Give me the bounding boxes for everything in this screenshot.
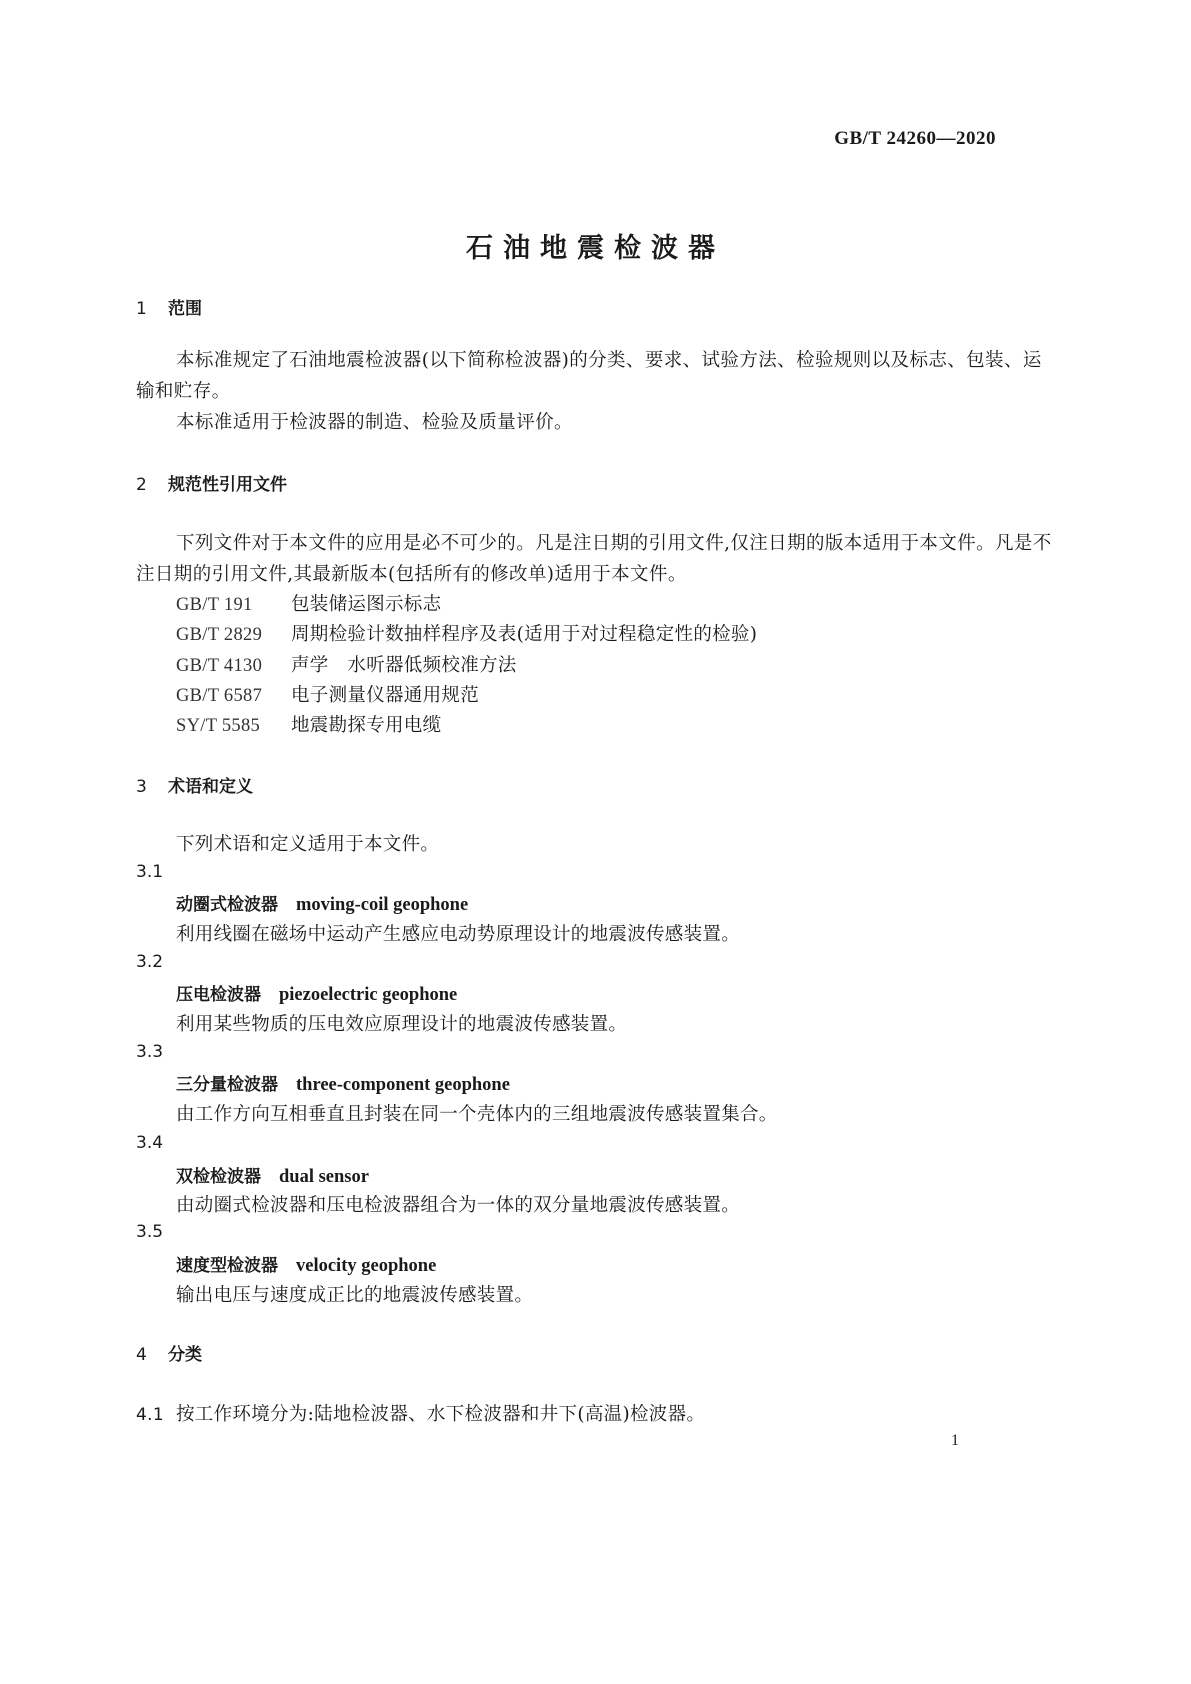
term-definition: 利用某些物质的压电效应原理设计的地震波传感装置。 <box>176 1014 628 1035</box>
term-definition: 输出电压与速度成正比的地震波传感装置。 <box>176 1285 534 1306</box>
section-1-heading <box>136 294 202 319</box>
term-definition: 由动圈式检波器和压电检波器组合为一体的双分量地震波传感装置。 <box>176 1195 741 1216</box>
clause-text: 按工作环境分为:陆地检波器、水下检波器和井下(高温)检波器。 <box>176 1404 706 1425</box>
reference-code: GB/T 191 <box>176 595 253 615</box>
reference-title: 地震勘探专用电缆 <box>291 715 442 736</box>
reference-title: 周期检验计数抽样程序及表(适用于对过程稳定性的检验) <box>291 624 758 645</box>
section-number: 1 <box>136 299 147 319</box>
reference-code: SY/T 5585 <box>176 716 261 736</box>
term-zh: 双检检波器 <box>176 1167 261 1187</box>
term-definition: 由工作方向互相垂直且封装在同一个壳体内的三组地震波传感装置集合。 <box>176 1104 778 1125</box>
term-number: 3.4 <box>136 1133 164 1153</box>
term-heading <box>176 890 468 916</box>
term-en: velocity geophone <box>296 1256 437 1276</box>
term-heading <box>176 1070 510 1096</box>
section-4-heading <box>136 1340 202 1365</box>
reference-item <box>176 620 757 646</box>
term-en: three-component geophone <box>296 1075 510 1095</box>
section-number: 4 <box>136 1345 147 1365</box>
reference-code: GB/T 4130 <box>176 656 263 676</box>
clause <box>136 1400 705 1426</box>
reference-title: 电子测量仪器通用规范 <box>291 685 480 706</box>
reference-title: 声学 水听器低频校准方法 <box>291 655 517 676</box>
page-number: 1 <box>951 1432 959 1449</box>
reference-item <box>176 651 517 677</box>
section-title: 分类 <box>168 1345 202 1365</box>
term-zh: 动圈式检波器 <box>176 895 278 915</box>
standard-code: GB/T 24260—2020 <box>834 128 996 149</box>
paragraph: 下列术语和定义适用于本文件。 <box>176 834 440 855</box>
clause-number: 4.1 <box>136 1405 164 1425</box>
section-number: 3 <box>136 777 147 797</box>
term-zh: 压电检波器 <box>176 985 261 1005</box>
paragraph: 本标准适用于检波器的制造、检验及质量评价。 <box>176 412 573 433</box>
term-heading <box>176 1251 436 1277</box>
reference-item <box>176 590 441 616</box>
section-title: 范围 <box>168 299 202 319</box>
section-3-heading <box>136 772 253 797</box>
section-number: 2 <box>136 475 147 495</box>
term-zh: 速度型检波器 <box>176 1256 278 1276</box>
term-number: 3.2 <box>136 952 164 972</box>
section-title: 规范性引用文件 <box>168 475 287 495</box>
reference-item <box>176 711 441 737</box>
reference-title: 包装储运图示标志 <box>291 594 442 615</box>
section-2-heading <box>136 470 287 495</box>
term-en: moving-coil geophone <box>296 895 469 915</box>
paragraph: 本标准规定了石油地震检波器(以下简称检波器)的分类、要求、试验方法、检验规则以及标志、包装、运输和贮存。 <box>136 350 1042 402</box>
reference-item <box>176 681 479 707</box>
paragraph: 下列文件对于本文件的应用是必不可少的。凡是注日期的引用文件,仅注日期的版本适用于本文件。凡是不注日期的引用文件,其最新版本(包括所有的修改单)适用于本文件。 <box>136 533 1052 585</box>
term-number: 3.3 <box>136 1042 164 1062</box>
term-number: 3.1 <box>136 862 164 882</box>
reference-code: GB/T 2829 <box>176 625 263 645</box>
reference-code: GB/T 6587 <box>176 686 263 706</box>
document-title: 石油地震检波器 <box>466 233 725 264</box>
term-zh: 三分量检波器 <box>176 1075 278 1095</box>
term-en: piezoelectric geophone <box>279 985 458 1005</box>
section-title: 术语和定义 <box>168 777 253 797</box>
term-heading <box>176 980 457 1006</box>
term-en: dual sensor <box>279 1167 369 1187</box>
term-number: 3.5 <box>136 1222 164 1242</box>
term-definition: 利用线圈在磁场中运动产生感应电动势原理设计的地震波传感装置。 <box>176 924 741 945</box>
term-heading <box>176 1162 369 1188</box>
